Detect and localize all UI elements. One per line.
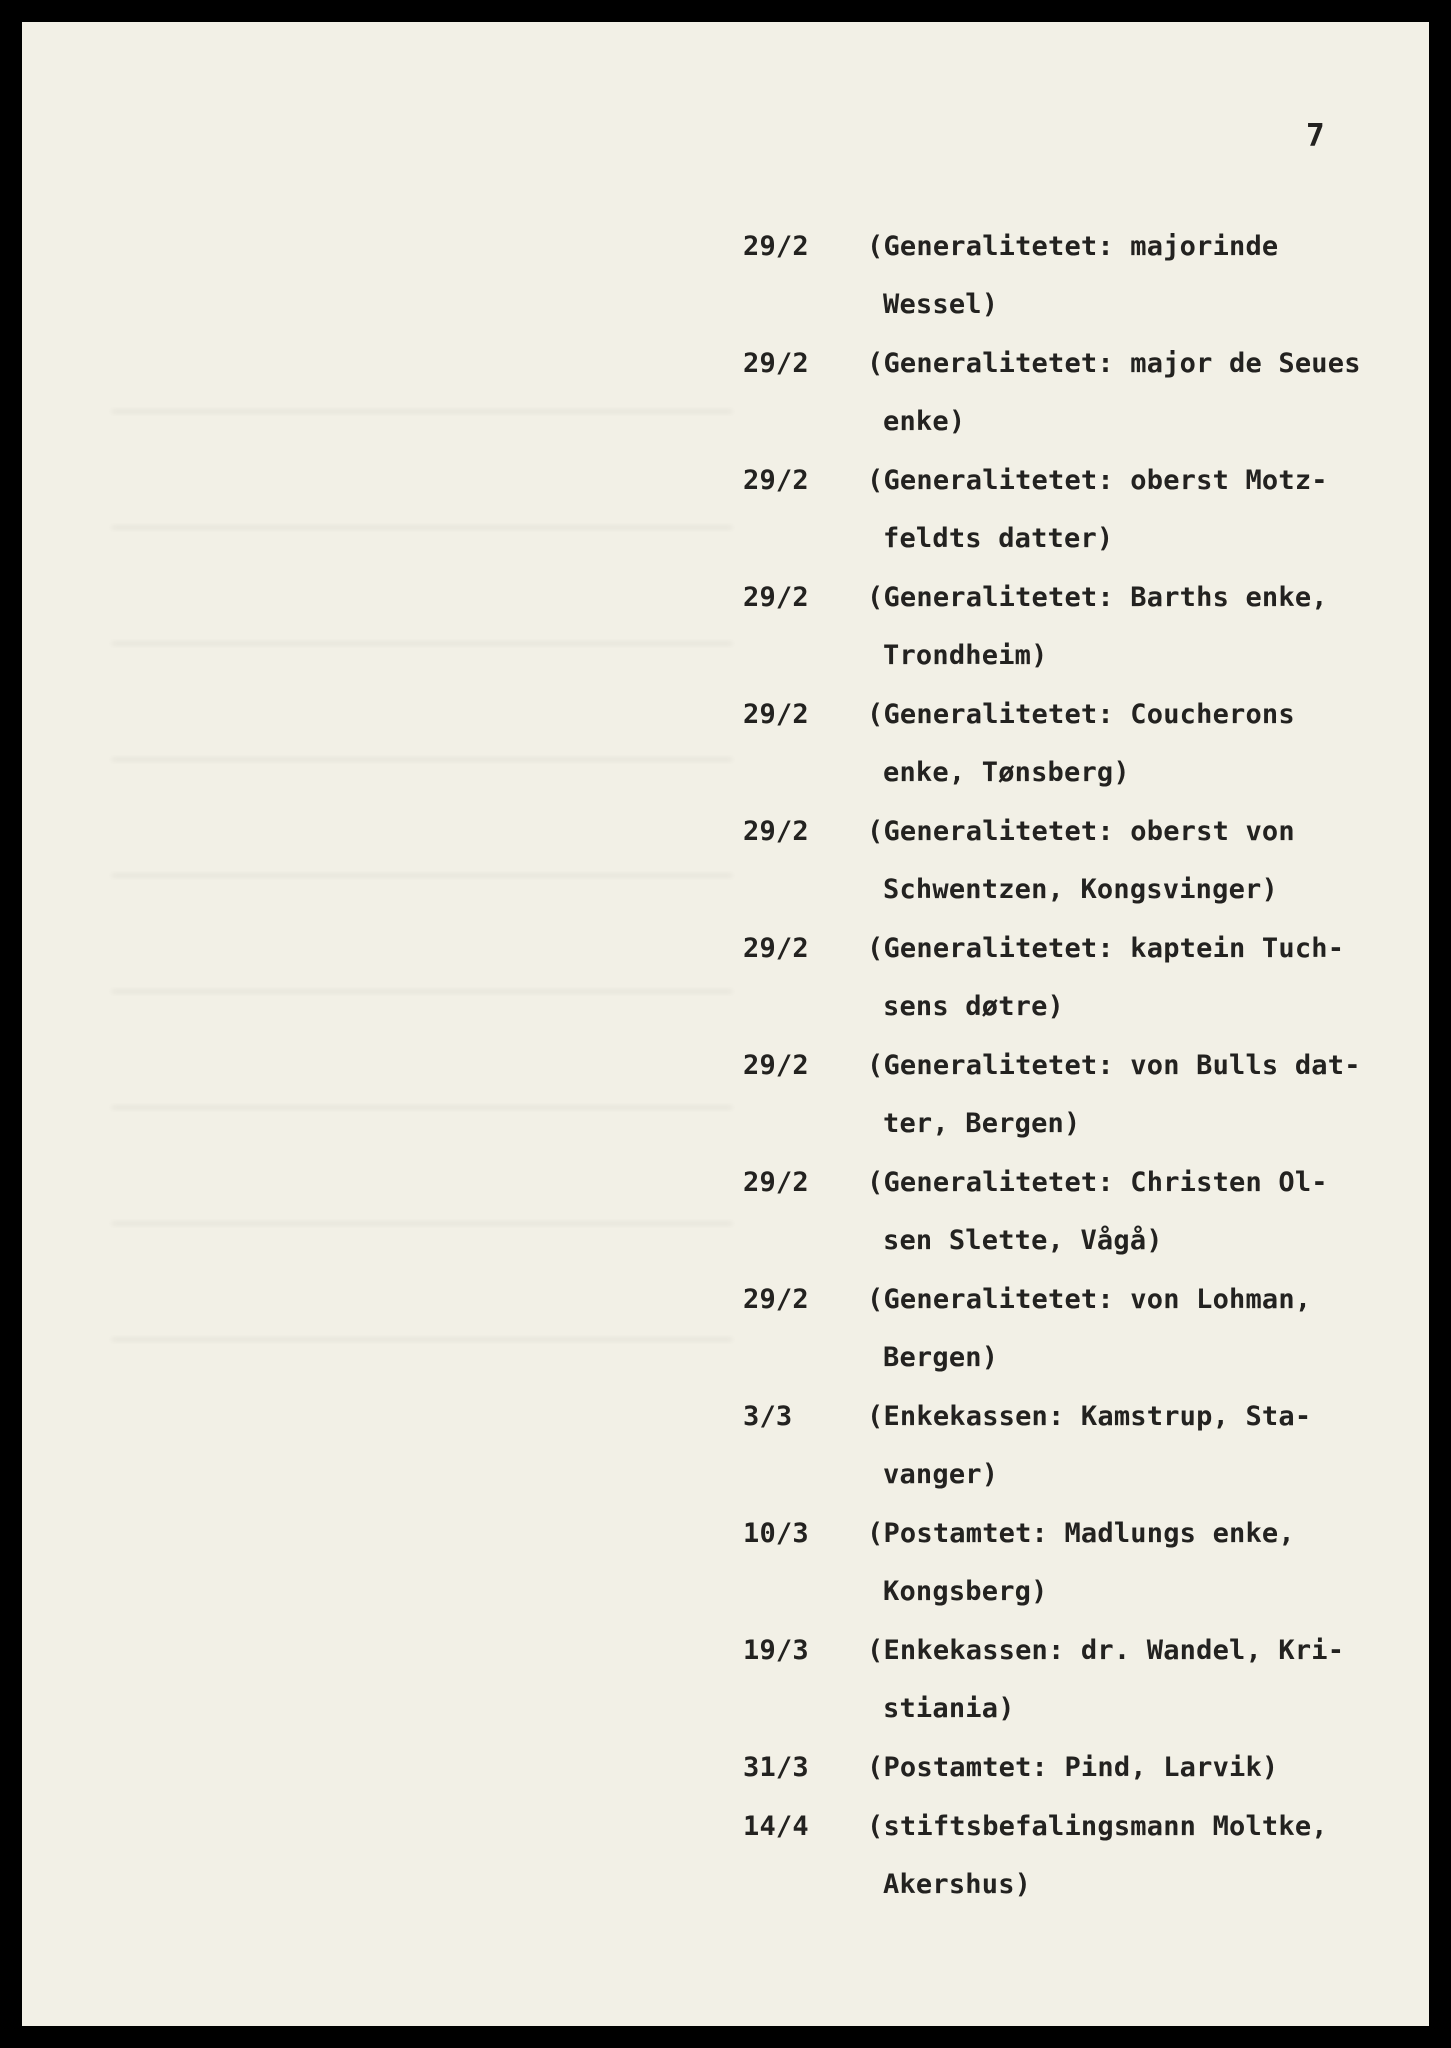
entry-date: 29/2 (743, 933, 809, 964)
entry-text-line: (Generalitetet: majorinde (867, 231, 1279, 262)
entry-text-line: Akershus) (883, 1869, 1032, 1900)
entry-text (867, 1154, 1407, 1270)
entry-text (867, 1271, 1407, 1387)
entry-item (743, 218, 1407, 334)
entry-text-line: (Enkekassen: dr. Wandel, Kri- (867, 1635, 1345, 1666)
entry-date: 29/2 (743, 1284, 809, 1315)
entry-text-line: feldts datter) (883, 523, 1114, 554)
entry-text-line: (Generalitetet: Barths enke, (867, 582, 1328, 613)
entry-text-line: vanger) (883, 1459, 999, 1490)
entry-text-line: Schwentzen, Kongsvinger) (883, 874, 1278, 905)
entry-item (743, 1622, 1407, 1738)
entry-text-line: (stiftsbefalingsmann Moltke, (867, 1811, 1328, 1842)
entry-date: 29/2 (743, 699, 809, 730)
entry-date: 29/2 (743, 582, 809, 613)
entry-text-line: ter, Bergen) (883, 1108, 1081, 1139)
entry-text-line: stiania) (883, 1693, 1015, 1724)
entry-text-line: (Postamtet: Madlungs enke, (867, 1518, 1295, 1549)
entry-item (743, 1037, 1407, 1153)
entry-text (867, 920, 1407, 1036)
entry-text-line: Bergen) (883, 1342, 999, 1373)
entry-text-line: (Generalitetet: kaptein Tuch- (867, 933, 1345, 964)
entry-text-line: sens døtre) (883, 991, 1065, 1022)
entry-date: 29/2 (743, 465, 809, 496)
entry-date: 29/2 (743, 1167, 809, 1198)
entry-text-line: (Postamtet: Pind, Larvik) (867, 1752, 1279, 1783)
entry-item (743, 920, 1407, 1036)
entry-text (867, 803, 1407, 919)
entry-text (867, 1622, 1407, 1738)
entry-text-line: (Enkekassen: Kamstrup, Sta- (867, 1401, 1312, 1432)
entry-date: 29/2 (743, 231, 809, 262)
entry-text-line: sen Slette, Vågå) (883, 1225, 1163, 1256)
page-number: 7 (1306, 118, 1325, 154)
entry-text-line: enke) (883, 406, 966, 437)
entry-text (867, 686, 1407, 802)
entry-item (743, 452, 1407, 568)
entry-text (867, 1798, 1407, 1914)
scanned-page (22, 22, 1429, 2026)
entry-text-line: (Generalitetet: major de Seues (867, 348, 1361, 379)
entry-date: 3/3 (743, 1401, 793, 1432)
entry-date: 14/4 (743, 1811, 809, 1842)
entry-date: 29/2 (743, 816, 809, 847)
entry-text (867, 569, 1407, 685)
entry-text (867, 1388, 1407, 1504)
entry-item (743, 1271, 1407, 1387)
entry-item (743, 1388, 1407, 1504)
entry-date: 19/3 (743, 1635, 809, 1666)
entry-text-line: enke, Tønsberg) (883, 757, 1130, 788)
entry-text-line: (Generalitetet: oberst von (867, 816, 1295, 847)
entry-text (867, 1037, 1407, 1153)
entry-text-line: (Generalitetet: Coucherons (867, 699, 1295, 730)
entry-text (867, 1505, 1407, 1621)
entry-text-line: (Generalitetet: oberst Motz- (867, 465, 1328, 496)
entry-item (743, 569, 1407, 685)
entry-date: 29/2 (743, 1050, 809, 1081)
entry-item (743, 1154, 1407, 1270)
bleed-through-shadow (112, 352, 732, 1352)
entry-item (743, 1798, 1407, 1914)
entry-list (743, 218, 1407, 1915)
entry-date: 29/2 (743, 348, 809, 379)
entry-text (867, 452, 1407, 568)
entry-text-line: Kongsberg) (883, 1576, 1048, 1607)
entry-item (743, 803, 1407, 919)
entry-date: 10/3 (743, 1518, 809, 1549)
entry-item (743, 335, 1407, 451)
entry-text (867, 335, 1407, 451)
entry-item (743, 686, 1407, 802)
entry-text-line: Wessel) (883, 289, 999, 320)
entry-item (743, 1739, 1407, 1797)
entry-date: 31/3 (743, 1752, 809, 1783)
entry-text-line: (Generalitetet: Christen Ol- (867, 1167, 1328, 1198)
entry-item (743, 1505, 1407, 1621)
entry-text-line: Trondheim) (883, 640, 1048, 671)
entry-text (867, 1739, 1407, 1797)
entry-text-line: (Generalitetet: von Bulls dat- (867, 1050, 1361, 1081)
entry-text-line: (Generalitetet: von Lohman, (867, 1284, 1312, 1315)
entry-text (867, 218, 1407, 334)
